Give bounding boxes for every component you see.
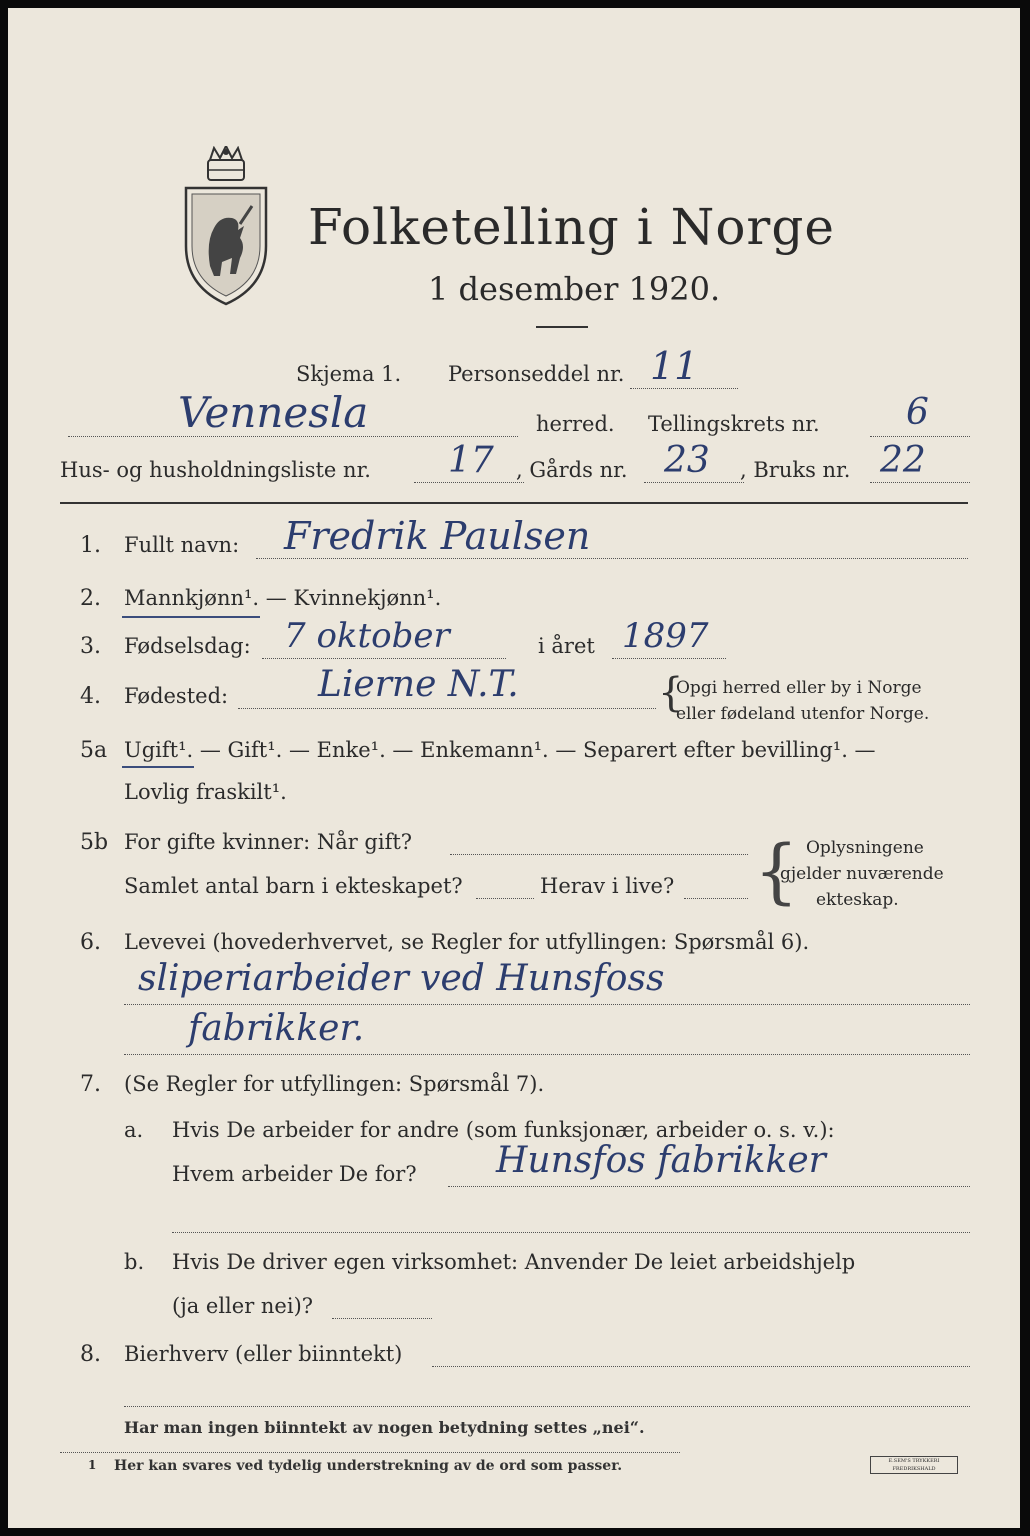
q2-options [124,586,441,610]
personseddel-value: 11 [650,344,699,388]
male-underline-mark [122,616,260,618]
footnote-text: Her kan svares ved tydelig understrekning av de ord som passer. [114,1458,623,1474]
q6-label: Levevei (hovederhvervet, se Regler for utfyllingen: Spørsmål 6). [124,930,810,954]
q3-date-line [262,658,506,659]
q4-label: Fødested: [124,684,229,708]
occupation-value-line2: fabrikker. [188,1008,365,1049]
q7a-line2: Hvem arbeider De for? [172,1162,417,1186]
norway-coat-of-arms-icon [180,146,272,308]
gender-male: Mannkjønn¹. [124,586,260,610]
header-rule [60,502,968,504]
q5b-line1 [450,854,748,855]
q7b-line [332,1318,432,1319]
employer-value: Hunsfos fabrikker [496,1140,826,1181]
q5b-note-line1: Oplysningene [806,838,924,858]
skjema-label: Skjema 1. [296,362,402,386]
bruks-label: , Bruks nr. [740,458,851,482]
q7a-letter: a. [124,1118,144,1142]
footnote-mark: 1 [88,1458,97,1472]
q7a-answer-line [448,1186,970,1187]
husliste-value: 17 [448,440,494,481]
gards-line [644,482,744,483]
q7a-line1: Hvis De arbeider for andre (som funksjonær, arbeider o. s. v.): [172,1118,835,1142]
q5a-number: 5a [80,738,108,763]
q7b-line1: Hvis De driver egen virksomhet: Anvender De leiet arbeidshjelp [172,1250,856,1274]
q6-number: 6. [80,930,101,955]
q5b-number: 5b [80,830,109,855]
footer-note: Har man ingen biinntekt av nogen betydning settes „nei“. [124,1418,645,1437]
birth-date-value: 7 oktober [284,616,450,656]
gards-value: 23 [664,440,710,481]
tellingskrets-value: 6 [906,392,929,433]
personseddel-label: Personseddel nr. [448,362,625,386]
q6-line1 [124,1004,970,1005]
herred-value: Vennesla [178,388,369,437]
herred-label: herred. [536,412,615,436]
q3-year-label: i året [538,634,595,658]
q4-number: 4. [80,684,101,709]
tellingskrets-label: Tellingskrets nr. [648,412,820,436]
personseddel-line [630,388,738,389]
q5b-alive: Herav i live? [540,874,675,898]
q5a-options-line2: Lovlig fraskilt¹. [124,780,287,804]
q1-line [256,558,968,559]
birth-year-value: 1897 [622,616,709,656]
q5b-children: Samlet antal barn i ekteskapet? [124,874,463,898]
q8-line1 [432,1366,970,1367]
q5b-line3 [684,898,748,899]
birthplace-value: Lierne N.T. [318,664,519,705]
husliste-line [414,482,524,483]
q8-number: 8. [80,1342,101,1367]
q4-brace: { [658,670,684,716]
q5a-options: Ugift¹. — Gift¹. — Enke¹. — Enkemann¹. — Separert efter bevilling¹. — [124,738,876,762]
q7b-line2: (ja eller nei)? [172,1294,314,1318]
q7-number: 7. [80,1072,101,1097]
q1-number: 1. [80,533,101,558]
q5b-note-line3: ekteskap. [816,890,899,910]
q7a-extra-line [172,1232,970,1233]
bruks-line [870,482,970,483]
full-name-value: Fredrik Paulsen [284,514,591,558]
ugift-underline-mark [122,766,194,768]
q3-label: Fødselsdag: [124,634,251,658]
gender-female: Kvinnekjønn¹. [293,586,442,610]
gender-separator: — [259,586,294,610]
q5b-line2 [476,898,534,899]
title-divider [536,326,588,328]
tellingskrets-line [870,436,970,437]
q7b-letter: b. [124,1250,145,1274]
q8-line2 [124,1406,970,1407]
husliste-label: Hus- og husholdningsliste nr. [60,458,371,482]
form-title: Folketelling i Norge [308,198,835,256]
q4-note-line1: Opgi herred eller by i Norge [676,678,922,698]
q4-line [238,708,656,709]
q4-note-line2: eller fødeland utenfor Norge. [676,704,930,724]
gards-label: , Gårds nr. [516,458,628,482]
q8-label: Bierhverv (eller biinntekt) [124,1342,403,1366]
census-form-sheet [8,8,1020,1528]
footer-divider [60,1452,680,1453]
q2-number: 2. [80,586,101,611]
q3-year-line [612,658,726,659]
q5b-note-line2: gjelder nuværende [780,864,944,884]
q5b-brace: { [754,830,799,912]
q7-label: (Se Regler for utfyllingen: Spørsmål 7). [124,1072,545,1096]
bruks-value: 22 [880,440,926,481]
occupation-value-line1: sliperiarbeider ved Hunsfoss [138,958,665,999]
form-date: 1 desember 1920. [428,270,721,308]
q6-line2 [124,1054,970,1055]
q3-number: 3. [80,634,101,659]
q5b-when-married: For gifte kvinner: Når gift? [124,830,413,854]
printer-stamp: E.SEM'S TRYKKERI FREDRIKSHALD [870,1456,958,1474]
q1-label: Fullt navn: [124,533,240,557]
